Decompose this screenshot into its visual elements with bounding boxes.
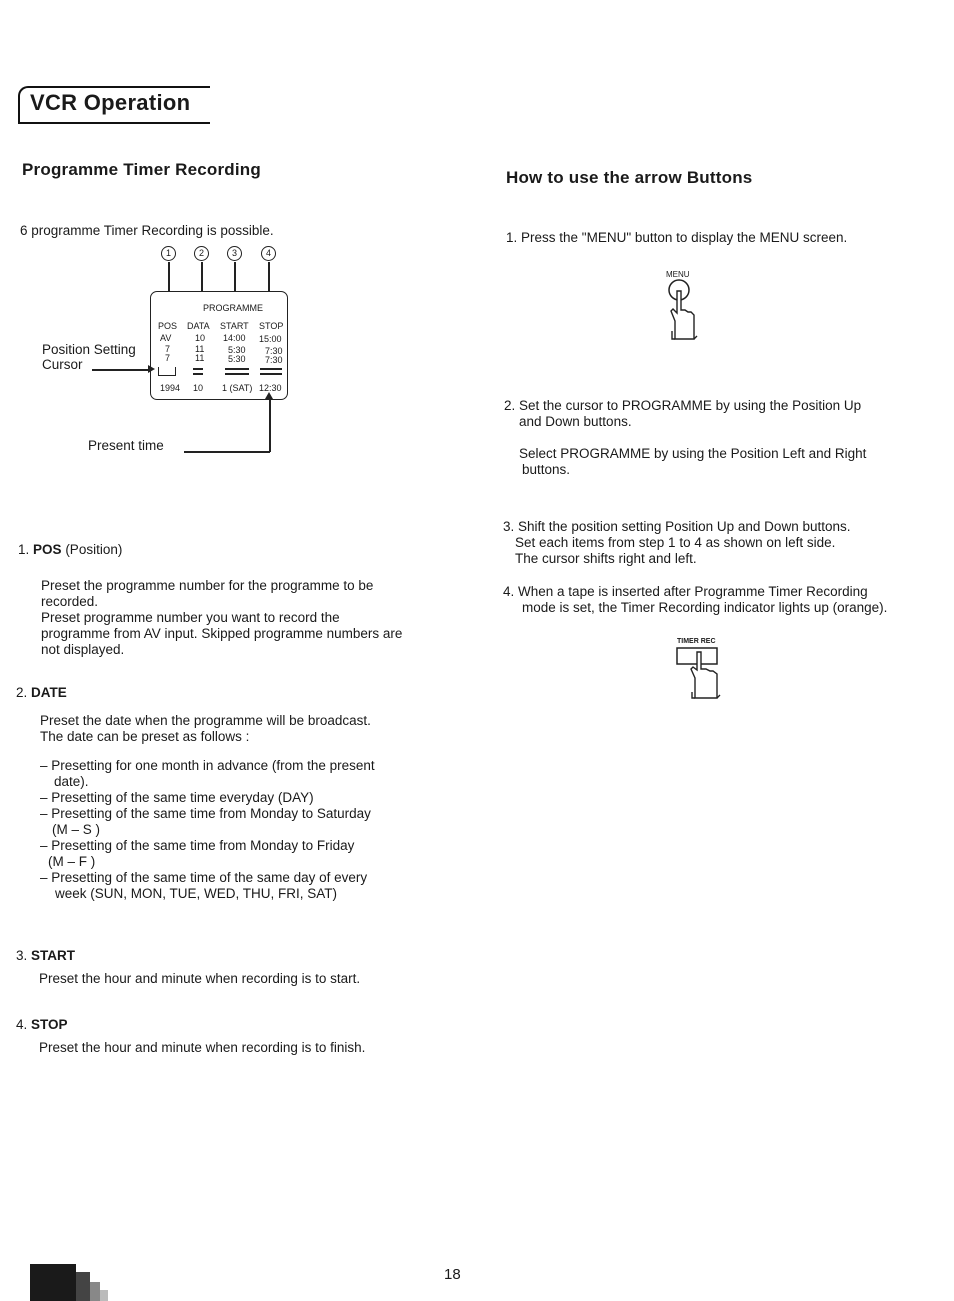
row1-data: 10 (195, 333, 206, 343)
screen-title: PROGRAMME (200, 303, 266, 313)
dash-start-1 (225, 368, 249, 370)
col-pos: POS (158, 321, 178, 331)
row3-stop: 7:30 (265, 355, 283, 365)
present-time-arrow-head (265, 392, 273, 399)
step-2: 2. Set the cursor to PROGRAMME by using the Position Up and Down buttons. (504, 398, 862, 429)
row1-start: 14:00 (223, 333, 246, 343)
page-header-title: VCR Operation (30, 90, 191, 115)
cursor-label-line1: Position Setting (42, 342, 136, 357)
marker-4: 4 (261, 246, 276, 261)
row2-pos: 7 (165, 344, 171, 354)
present-time-label: Present time (88, 438, 164, 453)
intro-text: 6 programme Timer Recording is possible. (20, 223, 274, 238)
row2-start: 5:30 (228, 345, 246, 355)
dash-data-1 (193, 368, 203, 370)
marker-3: 3 (227, 246, 242, 261)
menu-button-label: MENU (666, 270, 690, 279)
row3-start: 5:30 (228, 354, 246, 364)
dash-data-2 (193, 373, 203, 375)
list-item: – Presetting of the same time from Monday to Friday (M – F ) (40, 838, 355, 869)
marker-1: 1 (161, 246, 176, 261)
marker-2: 2 (194, 246, 209, 261)
cursor-arrow-head (148, 365, 155, 373)
present-day: 1 (SAT) (222, 383, 253, 393)
page-number: 18 (444, 1266, 461, 1283)
list-item: – Presetting of the same time of the same day of every week (SUN, MON, TUE, WED, THU, FRI, SAT) (40, 870, 368, 901)
left-section-title: Programme Timer Recording (22, 160, 261, 179)
list-item: – Presetting of the same time everyday (DAY) (40, 790, 314, 805)
item-start-heading: 3. START (16, 948, 76, 963)
present-year: 1994 (160, 383, 181, 393)
row1-pos: AV (160, 333, 172, 343)
present-month: 10 (193, 383, 204, 393)
present-clock: 12:30 (259, 383, 282, 393)
timer-rec-label: TIMER REC (677, 638, 716, 645)
col-data: DATA (187, 321, 210, 331)
col-start: START (220, 321, 249, 331)
step-1: 1. Press the "MENU" button to display the MENU screen. (506, 230, 848, 245)
present-time-leader-v (269, 398, 271, 452)
cursor-label-line2: Cursor (42, 357, 83, 372)
present-time-leader-h (184, 451, 270, 453)
row2-stop: 7:30 (265, 346, 283, 356)
dash-start-2 (225, 373, 249, 375)
item-date-heading: 2. DATE (16, 685, 67, 700)
dash-stop-2 (260, 373, 282, 375)
hand-pressing-menu-icon (664, 279, 698, 343)
step-4: 4. When a tape is inserted after Programme Timer Recording mode is set, the Timer Recording indicator lights up (orange). (503, 584, 888, 615)
item-stop-body: Preset the hour and minute when recording is to finish. (39, 1040, 366, 1055)
list-item: – Presetting of the same time from Monday to Saturday (M – S ) (40, 806, 371, 837)
item-date-body: Preset the date when the programme will be broadcast. The date can be preset as follows : (40, 713, 371, 744)
cursor-box (158, 367, 176, 376)
row3-pos: 7 (165, 353, 171, 363)
right-section-title: How to use the arrow Buttons (506, 168, 753, 187)
item-pos-heading: 1. POS (Position) (18, 542, 123, 557)
cursor-arrow-line (92, 369, 150, 371)
corner-mark-decoration (30, 1264, 110, 1301)
step-3: 3. Shift the position setting Position Up and Down buttons. Set each items from step 1 to 4 as shown on left side. The cursor shifts right and left. (503, 519, 851, 566)
row1-stop: 15:00 (259, 334, 282, 344)
dash-stop-1 (260, 368, 282, 370)
item-pos-body: Preset the programme number for the programme to be recorded. Preset programme number you want to record the programme from AV input. Skipped programme numbers are not displayed. (41, 578, 403, 657)
item-stop-heading: 4. STOP (16, 1017, 68, 1032)
row3-data: 11 (195, 353, 205, 363)
hand-pressing-timer-rec-icon (675, 646, 723, 702)
row2-data: 11 (195, 344, 205, 354)
date-options-list (40, 758, 440, 902)
step-2-extra: Select PROGRAMME by using the Position Left and Right buttons. (519, 446, 867, 477)
col-stop: STOP (259, 321, 284, 331)
list-item: – Presetting for one month in advance (from the present date). (40, 758, 375, 789)
item-start-body: Preset the hour and minute when recording is to start. (39, 971, 361, 986)
